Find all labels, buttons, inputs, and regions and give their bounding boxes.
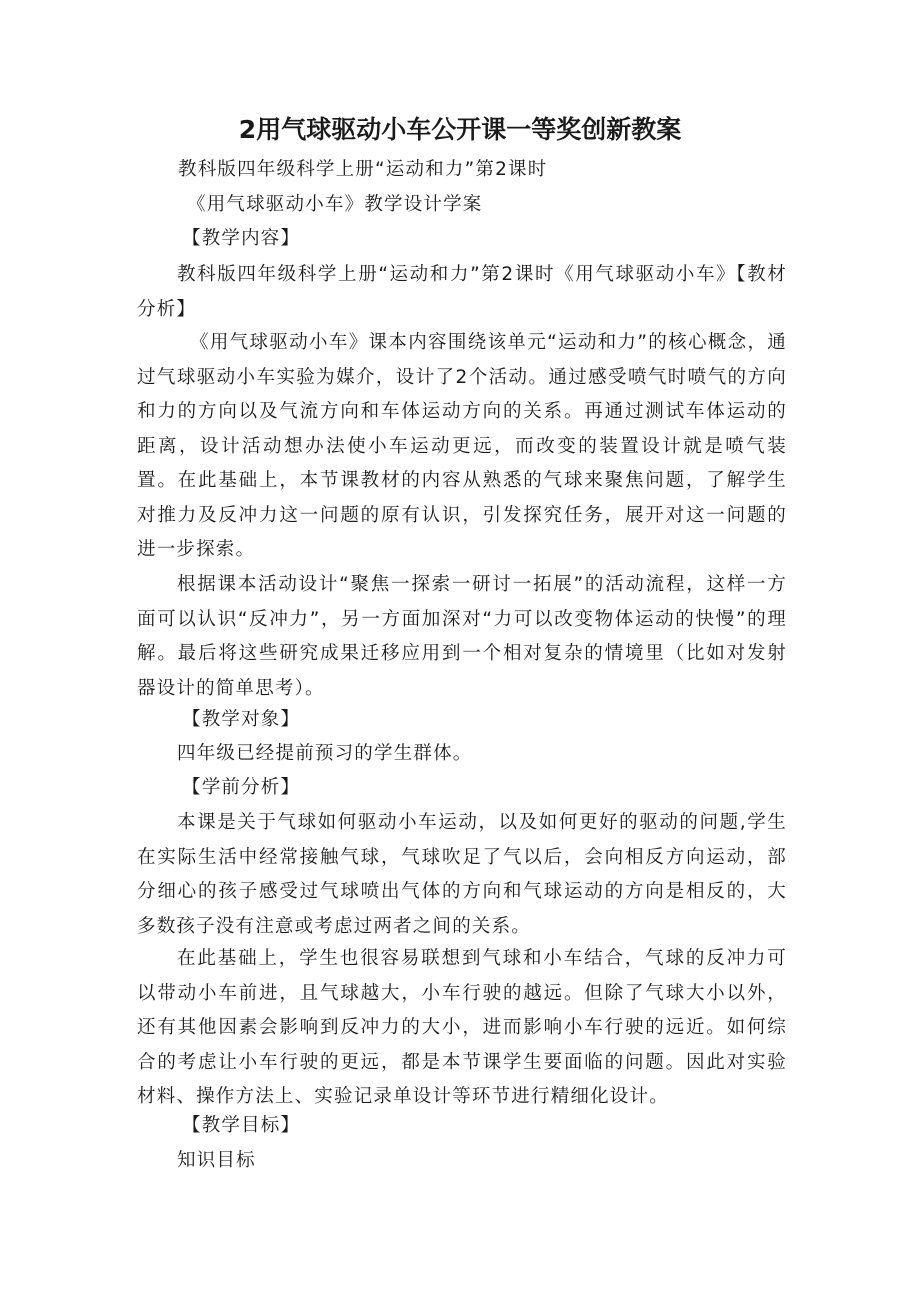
pre-analysis-paragraph-1: 本课是关于气球如何驱动小车运动，以及如何更好的驱动的问题,学生在实际生活中经常接触气球，气球吹足了气以后，会向相反方向运动，部分细心的孩子感受过气球喷出气体的方向和气球运动的方向是相反的，大多数孩子没有注意或考虑过两者之间的关系。 — [137, 812, 787, 937]
analysis-paragraph-1: 《用气球驱动小车》课本内容围绕该单元“运动和力”的核心概念，通过气球驱动小车实验为媒介，设计了2个活动。通过感受喷气时喷气的方向和力的方向以及气流方向和车体运动方向的关系。再通过测试车体运动的距离，设计活动想办法使小车运动更远，而改变的装置设计就是喷气装置。在此基础上，本节课教材的内容从熟悉的气球来聚焦问题，了解学生对推力及反冲力这一问题的原有认识，引发探究任务，展开对这一问题的进一步探索。 — [137, 332, 787, 560]
heading-teaching-object: 【教学对象】 — [182, 709, 301, 730]
teaching-content-text: 教科版四年级科学上册“运动和力”第2课时《用气球驱动小车》【教材分析】 — [137, 264, 787, 320]
analysis-paragraph-2: 根据课本活动设计“聚焦一探索一研讨一拓展”的活动流程，这样一方面可以认识“反冲力”，另一方面加深对“力可以改变物体运动的快慢”的理解。最后将这些研究成果迁移应用到一个相对复杂的情境里（比如对发射器设计的简单思考）。 — [137, 574, 787, 699]
heading-teaching-content: 【教学内容】 — [182, 228, 301, 249]
subtitle-design: 《用气球驱动小车》教学设计学案 — [187, 194, 483, 215]
document-title: 2用气球驱动小车公开课一等奖创新教案 — [238, 115, 682, 144]
pre-analysis-paragraph-2: 在此基础上，学生也很容易联想到气球和小车结合，气球的反冲力可以带动小车前进，且气球越大，小车行驶的越远。但除了气球大小以外，还有其他因素会影响到反冲力的大小，进而影响小车行驶的远近。如何综合的考虑让小车行驶的更远，都是本节课学生要面临的问题。因此对实验材料、操作方法上、实验记录单设计等环节进行精细化设计。 — [137, 948, 787, 1107]
teaching-object-text: 四年级已经提前预习的学生群体。 — [177, 743, 473, 764]
subtitle-course: 教科版四年级科学上册“运动和力”第2课时 — [178, 159, 548, 180]
heading-teaching-goal: 【教学目标】 — [182, 1115, 301, 1136]
heading-pre-analysis: 【学前分析】 — [182, 777, 301, 798]
knowledge-goal-label: 知识目标 — [177, 1150, 256, 1171]
